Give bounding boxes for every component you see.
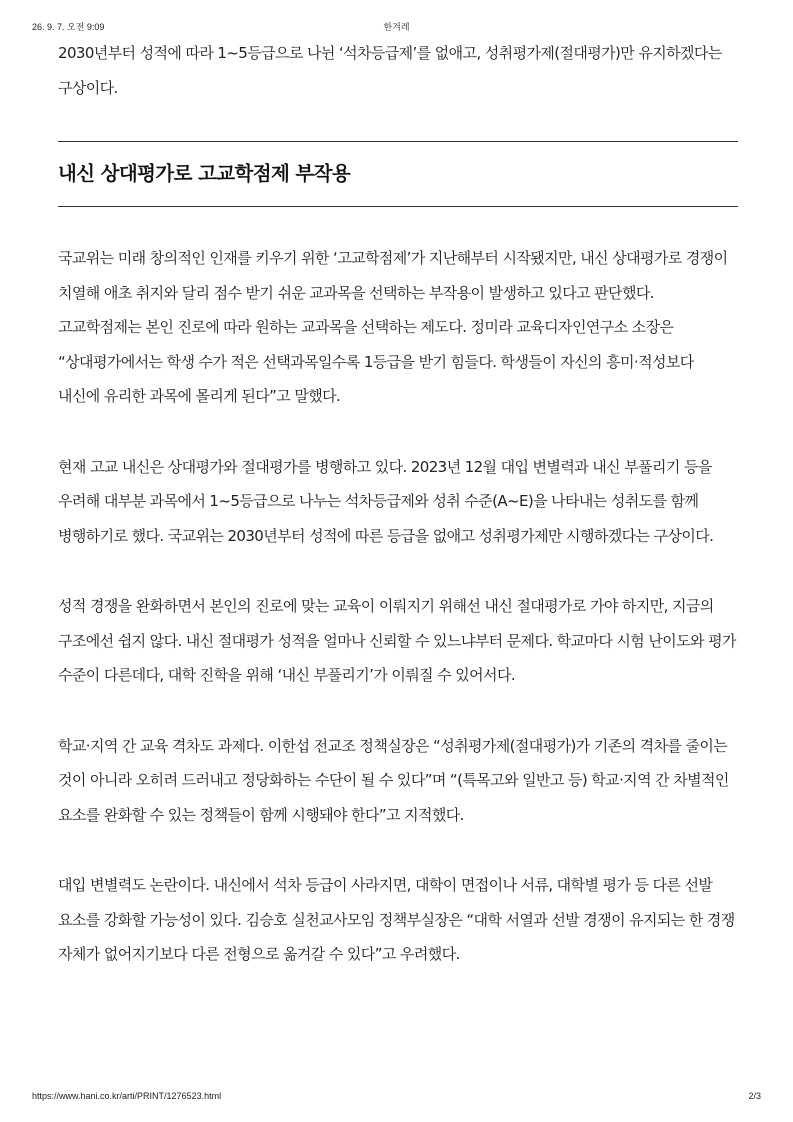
article-paragraph: 성적 경쟁을 완화하면서 본인의 진로에 맞는 교육이 이뤄지기 위해선 내신 절대평가로 가야 하지만, 지금의 구조에선 쉽지 않다. 내신 절대평가 성적을 얼마나 신뢰할 수 있느냐부터 문제다. 학교마다 시험 난이도와 평가 수준이 다른데다, 대학 진학을 위해 ‘내신 부풀리기’가 이뤄질 수 있어서다. (58, 597, 736, 684)
print-header (0, 20, 793, 34)
print-url: https://www.hani.co.kr/arti/PRINT/1276523.html (32, 1091, 222, 1101)
article-paragraph: 대입 변별력도 논란이다. 내신에서 석차 등급이 사라지면, 대학이 면접이나 서류, 대학별 평가 등 다른 선발 요소를 강화할 가능성이 있다. 김승호 실천교사모임 정책부실장은 “대학 서열과 선발 경쟁이 유지되는 한 경쟁 자체가 없어지기보다 다른 전형으로 옮겨갈 수 있다”고 우려했다. (58, 876, 735, 963)
print-datetime: 26. 9. 7. 오전 9:09 (32, 22, 105, 32)
article-paragraph-intro: 2030년부터 성적에 따라 1~5등급으로 나뉜 ‘석차등급제’를 없애고, 성취평가제(절대평가)만 유지하겠다는 구상이다. (58, 44, 722, 97)
print-site-title: 한겨레 (383, 22, 410, 32)
print-page-number: 2/3 (748, 1091, 761, 1101)
print-footer (0, 1091, 793, 1105)
article-paragraph: 현재 고교 내신은 상대평가와 절대평가를 병행하고 있다. 2023년 12월 대입 변별력과 내신 부풀리기 등을 우려해 대부분 과목에서 1~5등급으로 나누는 석차등급제와 성취 수준(A~E)을 나타내는 성취도를 함께 병행하기로 했다. 국교위는 2030년부터 성적에 따른 등급을 없애고 성취평가제만 시행하겠다는 구상이다. (58, 457, 714, 545)
article-paragraph: 국교위는 미래 창의적인 인재를 키우기 위한 ‘고교학점제’가 지난해부터 시작됐지만, 내신 상대평가로 경쟁이 치열해 애초 취지와 달리 점수 받기 쉬운 교과목을 선택하는 부작용이 발생하고 있다고 판단했다. 고교학점제는 본인 진로에 따라 원하는 교과목을 선택하는 제도다. 정미라 교육디자인연구소 소장은 “상대평가에서는 학생 수가 적은 선택과목일수록 1등급을 받기 힘들다. 학생들이 자신의 흥미·적성보다 내신에 유리한 과목에 몰리게 된다”고 말했다. (58, 249, 728, 405)
article-subheading: 내신 상대평가로 고교학점제 부작용 (58, 162, 351, 185)
article-paragraph: 학교·지역 간 교육 격차도 과제다. 이한섭 전교조 정책실장은 “성취평가제(절대평가)가 기존의 격차를 줄이는 것이 아니라 오히려 드러내고 정당화하는 수단이 될 수 있다”며 “(특목고와 일반고 등) 학교·지역 간 차별적인 요소를 완화할 수 있는 정책들이 함께 시행돼야 한다”고 지적했다. (58, 736, 729, 824)
article-body (58, 36, 738, 972)
